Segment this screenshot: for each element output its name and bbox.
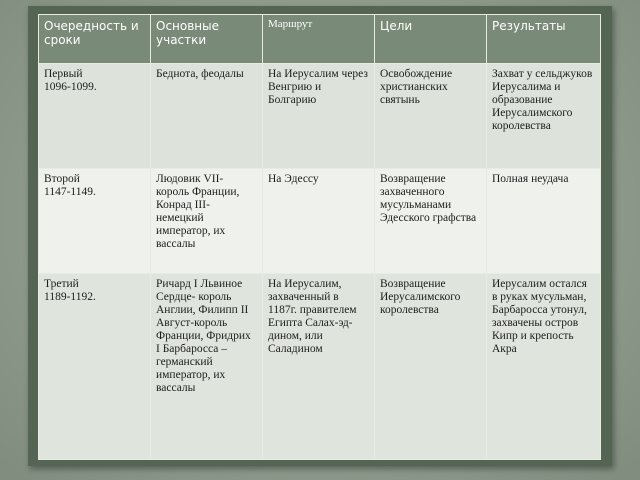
table-row bbox=[39, 169, 601, 274]
cell-period: Второй 1147-1149. bbox=[39, 169, 151, 274]
cell-results: Иерусалим остался в руках мусульман, Барбаросса утонул, захвачены остров Кипр и крепость Акра bbox=[487, 274, 601, 460]
cell-goals: Возвращение Иерусалимского королевства bbox=[375, 274, 487, 460]
cell-participants: Людовик VII- король Франции, Конрад III- немецкий император, их вассалы bbox=[151, 169, 263, 274]
cell-route: На Иерусалим через Венгрию и Болгарию bbox=[263, 64, 375, 169]
header-goals: Цели bbox=[375, 15, 487, 64]
cell-route: На Эдессу bbox=[263, 169, 375, 274]
header-results: Результаты bbox=[487, 15, 601, 64]
cell-results: Захват у сельджуков Иерусалима и образование Иерусалимского королевства bbox=[487, 64, 601, 169]
cell-results: Полная неудача bbox=[487, 169, 601, 274]
table-row bbox=[39, 274, 601, 460]
table-header-row bbox=[39, 15, 601, 64]
header-participants: Основные участки bbox=[151, 15, 263, 64]
cell-route: На Иерусалим, захваченный в 1187г. правителем Египта Салах-эд-дином, или Саладином bbox=[263, 274, 375, 460]
header-route: Маршрут bbox=[263, 15, 375, 64]
cell-goals: Освобождение христианских святынь bbox=[375, 64, 487, 169]
cell-participants: Беднота, феодалы bbox=[151, 64, 263, 169]
crusades-table bbox=[38, 14, 601, 460]
cell-period: Первый 1096-1099. bbox=[39, 64, 151, 169]
cell-goals: Возвращение захваченного мусульманами Эдесского графства bbox=[375, 169, 487, 274]
table-row bbox=[39, 64, 601, 169]
cell-participants: Ричард I Львиное Сердце- король Англии, Филипп II Август-король Франции, Фридрих I Барбаросса – германский император, их вассалы bbox=[151, 274, 263, 460]
cell-period: Третий 1189-1192. bbox=[39, 274, 151, 460]
header-period: Очередность и сроки bbox=[39, 15, 151, 64]
